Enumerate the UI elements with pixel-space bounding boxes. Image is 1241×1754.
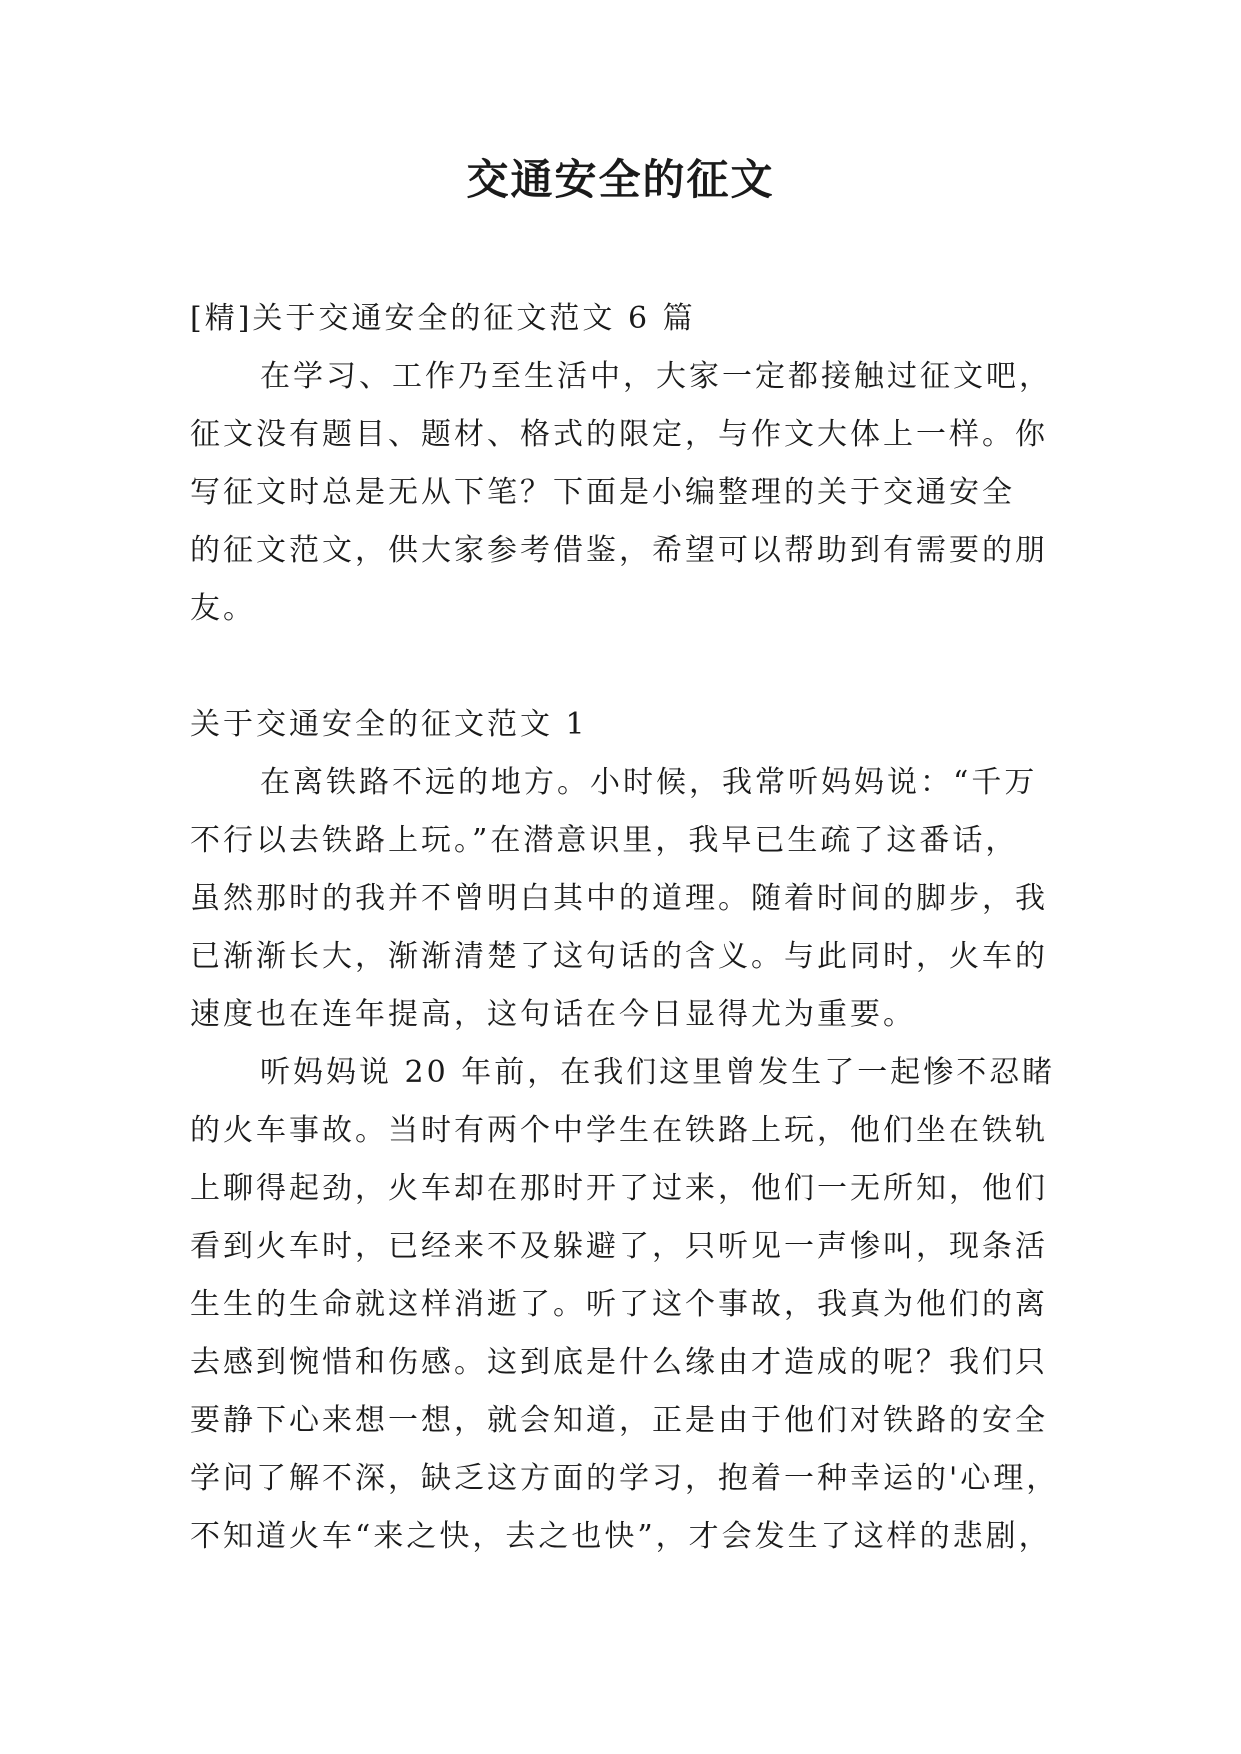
intro-paragraph: [190, 348, 1070, 638]
paragraph-line: 征文没有题目、题材、格式的限定，与作文大体上一样。你: [190, 417, 1048, 452]
paragraph-line: 写征文时总是无从下笔？下面是小编整理的关于交通安全: [190, 475, 1015, 510]
paragraph-spacer: [190, 638, 1070, 696]
paragraph-line: 速度也在连年提高，这句话在今日显得尤为重要。: [190, 997, 916, 1032]
paragraph-line: 听妈妈说 20 年前，在我们这里曾发生了一起惨不忍睹: [260, 1055, 1056, 1090]
paragraph-line: 在离铁路不远的地方。小时候，我常听妈妈说：“千万: [260, 765, 1038, 800]
paragraph-line: 要静下心来想一想，就会知道，正是由于他们对铁路的安全: [190, 1403, 1048, 1438]
paragraph-line: 去感到惋惜和伤感。这到底是什么缘由才造成的呢？我们只: [190, 1345, 1048, 1380]
paragraph-line: 生生的生命就这样消逝了。听了这个事故，我真为他们的离: [190, 1287, 1048, 1322]
document-title: 交通安全的征文: [466, 155, 775, 204]
paragraph-line: 看到火车时，已经来不及躲避了，只听见一声惨叫，现条活: [190, 1229, 1048, 1264]
body-paragraph-2: [190, 1044, 1070, 1566]
paragraph-line: 的火车事故。当时有两个中学生在铁路上玩，他们坐在铁轨: [190, 1113, 1048, 1148]
paragraph-line: 已渐渐长大，渐渐清楚了这句话的含义。与此同时，火车的: [190, 939, 1048, 974]
section-heading: 关于交通安全的征文范文 1: [190, 707, 588, 742]
paragraph-line: 学问了解不深，缺乏这方面的学习，抱着一种幸运的'心理，: [190, 1461, 1060, 1496]
document-subtitle: [精]关于交通安全的征文范文 6 篇: [190, 301, 696, 336]
paragraph-line: 的征文范文，供大家参考借鉴，希望可以帮助到有需要的朋: [190, 533, 1048, 568]
paragraph-line: 上聊得起劲，火车却在那时开了过来，他们一无所知，他们: [190, 1171, 1048, 1206]
document-body: [190, 290, 1070, 1566]
paragraph-line: 不行以去铁路上玩。”在潜意识里，我早已生疏了这番话，: [190, 823, 1019, 858]
paragraph-line: 虽然那时的我并不曾明白其中的道理。随着时间的脚步，我: [190, 881, 1048, 916]
paragraph-line: 在学习、工作乃至生活中，大家一定都接触过征文吧，: [260, 359, 1052, 394]
paragraph-line: 不知道火车“来之快，去之也快”，才会发生了这样的悲剧，: [190, 1519, 1052, 1554]
paragraph-line: 友。: [190, 591, 256, 626]
body-paragraph-1: [190, 754, 1070, 1044]
